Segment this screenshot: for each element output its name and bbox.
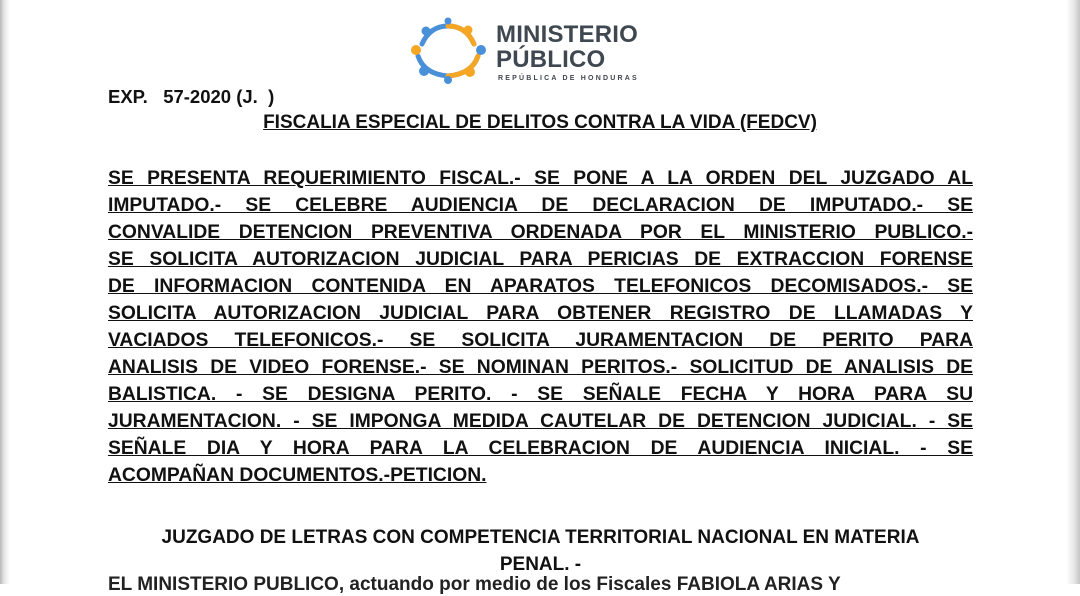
summary-line: ANALISIS DE VIDEO FORENSE.- SE NOMINAN PERITOS.- SOLICITUD DE ANALISIS DE bbox=[108, 357, 973, 378]
org-subtitle: REPÚBLICA DE HONDURAS bbox=[498, 75, 639, 82]
juzgado-heading bbox=[108, 524, 973, 578]
org-name bbox=[496, 22, 638, 72]
expediente-number: EXP. 57-2020 (J. ) bbox=[108, 86, 275, 107]
circle-of-people-icon bbox=[408, 18, 488, 84]
summary-line: SOLICITA AUTORIZACION JUDICIAL PARA OBTENER REGISTRO DE LLAMADAS Y bbox=[108, 303, 973, 324]
juzgado-heading-line1: JUZGADO DE LETRAS CON COMPETENCIA TERRITORIAL NACIONAL EN MATERIA bbox=[161, 527, 920, 548]
summary-line: DE INFORMACION CONTENIDA EN APARATOS TELEFONICOS DECOMISADOS.- SE bbox=[108, 276, 973, 297]
summary-line: SE PRESENTA REQUERIMIENTO FISCAL.- SE PONE A LA ORDEN DEL JUZGADO AL bbox=[108, 168, 973, 189]
summary-line: JURAMENTACION. - SE IMPONGA MEDIDA CAUTELAR DE DETENCION JUDICIAL. - SE bbox=[108, 411, 973, 432]
summary-line: CONVALIDE DETENCION PREVENTIVA ORDENADA POR EL MINISTERIO PUBLICO.- bbox=[108, 222, 973, 243]
body-first-line: EL MINISTERIO PUBLICO, actuando por medio de los Fiscales FABIOLA ARIAS Y bbox=[108, 574, 841, 595]
juzgado-heading-line2: PENAL. - bbox=[499, 554, 582, 575]
fiscalia-title: FISCALIA ESPECIAL DE DELITOS CONTRA LA VIDA (FEDCV) bbox=[263, 112, 817, 133]
requerimiento-summary bbox=[108, 166, 973, 490]
page-shadow-left bbox=[0, 0, 10, 584]
org-name-line2: PÚBLICO bbox=[496, 46, 606, 73]
summary-line: SEÑALE DIA Y HORA PARA LA CELEBRACION DE AUDIENCIA INICIAL. - SE bbox=[108, 438, 973, 459]
summary-line: SE SOLICITA AUTORIZACION JUDICIAL PARA PERICIAS DE EXTRACCION FORENSE bbox=[108, 249, 973, 270]
body-text-cutoff bbox=[108, 574, 973, 595]
summary-line: ACOMPAÑAN DOCUMENTOS.-PETICION. bbox=[108, 465, 487, 486]
summary-line: BALISTICA. - SE DESIGNA PERITO. - SE SEÑALE FECHA Y HORA PARA SU bbox=[108, 384, 973, 405]
page-shadow-right bbox=[1066, 0, 1080, 584]
summary-line: IMPUTADO.- SE CELEBRE AUDIENCIA DE DECLARACION DE IMPUTADO.- SE bbox=[108, 195, 973, 216]
summary-line: VACIADOS TELEFONICOS.- SE SOLICITA JURAMENTACION DE PERITO PARA bbox=[108, 330, 973, 351]
org-name-line1: MINISTERIO bbox=[496, 21, 639, 48]
ministerio-publico-logo bbox=[408, 18, 670, 88]
